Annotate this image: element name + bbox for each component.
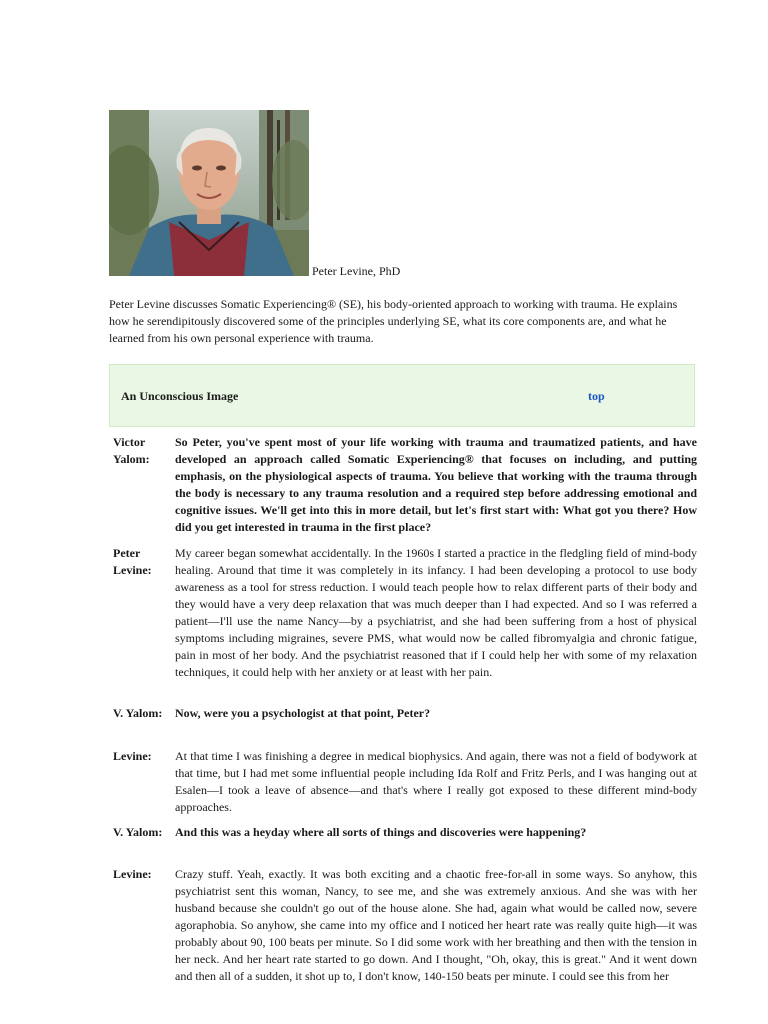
speech-text: Crazy stuff. Yeah, exactly. It was both exciting and a chaotic free-for-all in some ways. So anyhow, this psychiatrist sent this woman, Nancy, to see me, and she was extremely anxious. And she was with her husband because she couldn't go out of the house alone. She had, again what would be called now, severe agoraphobia. So anyhow, she came into my office and I noticed her heart rate was really quite high—it was probably about 90, 100 beats per minute. So I did some work with her breathing and then with the tension in her neck. And her heart rate started to go down. And I thought, "Oh, okay, this is great." And it went down and then all of a sudden, it shot up to, I don't know, 140-150 beats per minute. I could see this from her bbox=[175, 867, 697, 983]
speaker-label: Levine: bbox=[113, 749, 152, 763]
portrait-image bbox=[109, 110, 309, 276]
speaker-label: Victor Yalom: bbox=[113, 435, 150, 466]
top-link[interactable]: top bbox=[588, 389, 605, 403]
speech-text: And this was a heyday where all sorts of things and discoveries were happening? bbox=[175, 825, 587, 839]
speaker-label: V. Yalom: bbox=[113, 706, 163, 720]
section-title: An Unconscious Image bbox=[121, 389, 239, 403]
photo-caption: Peter Levine, PhD bbox=[312, 264, 401, 278]
speaker-label: Levine: bbox=[113, 867, 152, 881]
speech-text: At that time I was finishing a degree in medical biophysics. And again, there was not a field of bodywork at that time, but I had met some influential people including Ida Rolf and Fritz Perls, and I was hanging out at Esalen—I took a leave of absence—and that's where I really got exposed to these different mind-body approaches. bbox=[175, 749, 697, 814]
speaker-label: V. Yalom: bbox=[113, 825, 163, 839]
intro-paragraph: Peter Levine discusses Somatic Experiencing® (SE), his body-oriented approach to working with trauma. He explains how he serendipitously discovered some of the principles underlying SE, what its core components are, and what he learned from his own personal experience with trauma. bbox=[109, 297, 678, 345]
portrait-photo bbox=[109, 110, 309, 276]
speech-text: My career began somewhat accidentally. In the 1960s I started a practice in the fledgling field of mind-body healing. Around that time it was completely in its infancy. I had been developing a protocol to use body awareness as a tool for stress reduction. I would teach people how to relax different parts of their body and they would have a very deep relaxation that was much deeper than I had expected. And so I was referred a patient—I'll use the name Nancy—by a psychiatrist, and she had been suffering from a host of physical symptoms including migraines, severe PMS, what would now be called fibromyalgia and chronic fatigue, pain in most of her body. And the psychiatrist reasoned that if I could help her with some of my relaxation techniques, it could help with her anxiety or at least with her pain. bbox=[175, 546, 697, 679]
speaker-label: Peter Levine: bbox=[113, 546, 152, 577]
section-header bbox=[109, 364, 695, 427]
speech-text: Now, were you a psychologist at that point, Peter? bbox=[175, 706, 431, 720]
speech-text: So Peter, you've spent most of your life working with trauma and traumatized patients, and have developed an approach called Somatic Experiencing® that focuses on including, and putting emphasis, on the physiological aspects of trauma. You believe that working with the trauma through the body is necessary to any trauma resolution and a required step before addressing emotional and cognitive issues. We'll get into this in more detail, but let's first start with: What got you there? How did you get interested in trauma in the first place? bbox=[175, 435, 697, 534]
photo-row bbox=[109, 110, 529, 280]
